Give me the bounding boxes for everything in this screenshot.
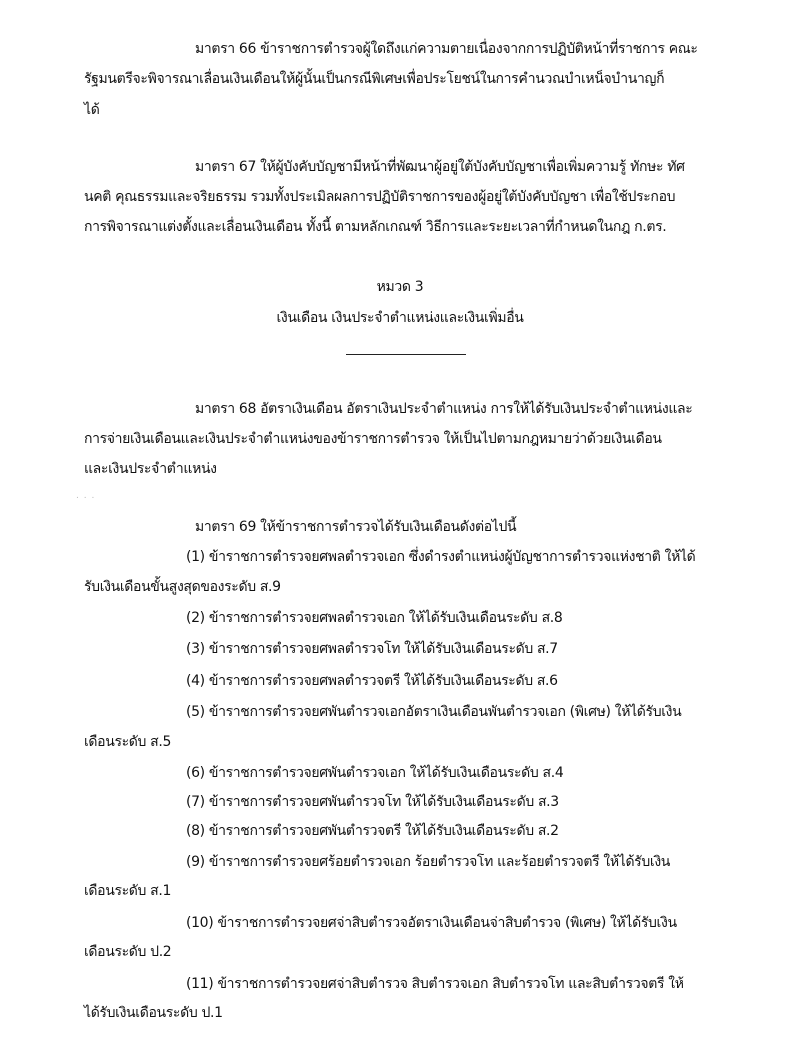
section-69-item-2: (2) ข้าราชการตำรวจยศพลตำรวจเอก ให้ได้รับเงินเดือนระดับ ส.8	[186, 610, 563, 626]
section-69-intro: มาตรา 69 ให้ข้าราชการตำรวจได้รับเงินเดือนดังต่อไปนี้	[195, 519, 517, 535]
section-69-item-11-line-2: ได้รับเงินเดือนระดับ ป.1	[84, 1005, 223, 1021]
section-69-item-11-line-1: (11) ข้าราชการตำรวจยศจ่าสิบตำรวจ สิบตำรวจเอก สิบตำรวจโท และสิบตำรวจตรี ให้	[186, 976, 684, 992]
section-66-line-1: มาตรา 66 ข้าราชการตำรวจผู้ใดถึงแก่ความตายเนื่องจากการปฏิบัติหน้าที่ราชการ คณะ	[195, 41, 698, 57]
chapter-number: หมวด 3	[376, 279, 424, 295]
section-68-line-3: และเงินประจำตำแหน่ง	[84, 461, 217, 477]
section-68-line-1: มาตรา 68 อัตราเงินเดือน อัตราเงินประจำตำแหน่ง การให้ได้รับเงินประจำตำแหน่งและ	[195, 401, 693, 417]
chapter-title: เงินเดือน เงินประจำตำแหน่งและเงินเพิ่มอื่น	[276, 310, 524, 326]
section-69-item-5-line-2: เดือนระดับ ส.5	[84, 734, 172, 750]
section-69-item-8: (8) ข้าราชการตำรวจยศพันตำรวจตรี ให้ได้รับเงินเดือนระดับ ส.2	[186, 823, 559, 839]
section-69-item-7: (7) ข้าราชการตำรวจยศพันตำรวจโท ให้ได้รับเงินเดือนระดับ ส.3	[186, 794, 559, 810]
section-69-item-1-line-1: (1) ข้าราชการตำรวจยศพลตำรวจเอก ซึ่งดำรงตำแหน่งผู้บัญชาการตำรวจแห่งชาติ ให้ได้	[186, 549, 696, 565]
section-67-line-3: การพิจารณาแต่งตั้งและเลื่อนเงินเดือน ทั้งนี้ ตามหลักเกณฑ์ วิธีการและระยะเวลาที่กำหนดในกฎ ก.ตร.	[84, 219, 667, 235]
section-69-item-3: (3) ข้าราชการตำรวจยศพลตำรวจโท ให้ได้รับเงินเดือนระดับ ส.7	[186, 641, 558, 657]
section-69-item-10-line-1: (10) ข้าราชการตำรวจยศจ่าสิบตำรวจอัตราเงินเดือนจ่าสิบตำรวจ (พิเศษ) ให้ได้รับเงิน	[186, 915, 677, 931]
section-69-item-9-line-2: เดือนระดับ ส.1	[84, 883, 172, 899]
section-69-item-4: (4) ข้าราชการตำรวจยศพลตำรวจตรี ให้ได้รับเงินเดือนระดับ ส.6	[186, 673, 558, 689]
section-66-line-2: รัฐมนตรีจะพิจารณาเลื่อนเงินเดือนให้ผู้นั้นเป็นกรณีพิเศษเพื่อประโยชน์ในการคำนวณบำเหน็จบำนาญก็	[84, 71, 665, 87]
section-69-item-1-line-2: รับเงินเดือนขั้นสูงสุดของระดับ ส.9	[84, 579, 281, 595]
section-69-item-6: (6) ข้าราชการตำรวจยศพันตำรวจเอก ให้ได้รับเงินเดือนระดับ ส.4	[186, 765, 564, 781]
section-69-item-10-line-2: เดือนระดับ ป.2	[84, 944, 172, 960]
section-68-line-2: การจ่ายเงินเดือนและเงินประจำตำแหน่งของข้าราชการตำรวจ ให้เป็นไปตามกฎหมายว่าด้วยเงินเดือน	[84, 431, 662, 447]
section-67-line-1: มาตรา 67 ให้ผู้บังคับบัญชามีหน้าที่พัฒนาผู้อยู่ใต้บังคับบัญชาเพื่อเพิ่มความรู้ ทักษะ ทัศ	[195, 159, 685, 175]
chapter-divider	[346, 354, 466, 355]
section-66-line-3: ได้	[84, 102, 100, 118]
scan-noise-mark: . . .	[76, 491, 96, 501]
section-69-item-9-line-1: (9) ข้าราชการตำรวจยศร้อยตำรวจเอก ร้อยตำรวจโท และร้อยตำรวจตรี ให้ได้รับเงิน	[186, 854, 671, 870]
section-69-item-5-line-1: (5) ข้าราชการตำรวจยศพันตำรวจเอกอัตราเงินเดือนพันตำรวจเอก (พิเศษ) ให้ได้รับเงิน	[186, 704, 682, 720]
section-67-line-2: นคติ คุณธรรมและจริยธรรม รวมทั้งประเมิลผลการปฏิบัติราชการของผู้อยู่ใต้บังคับบัญชา เพื่อใช้ประกอบ	[84, 189, 676, 205]
